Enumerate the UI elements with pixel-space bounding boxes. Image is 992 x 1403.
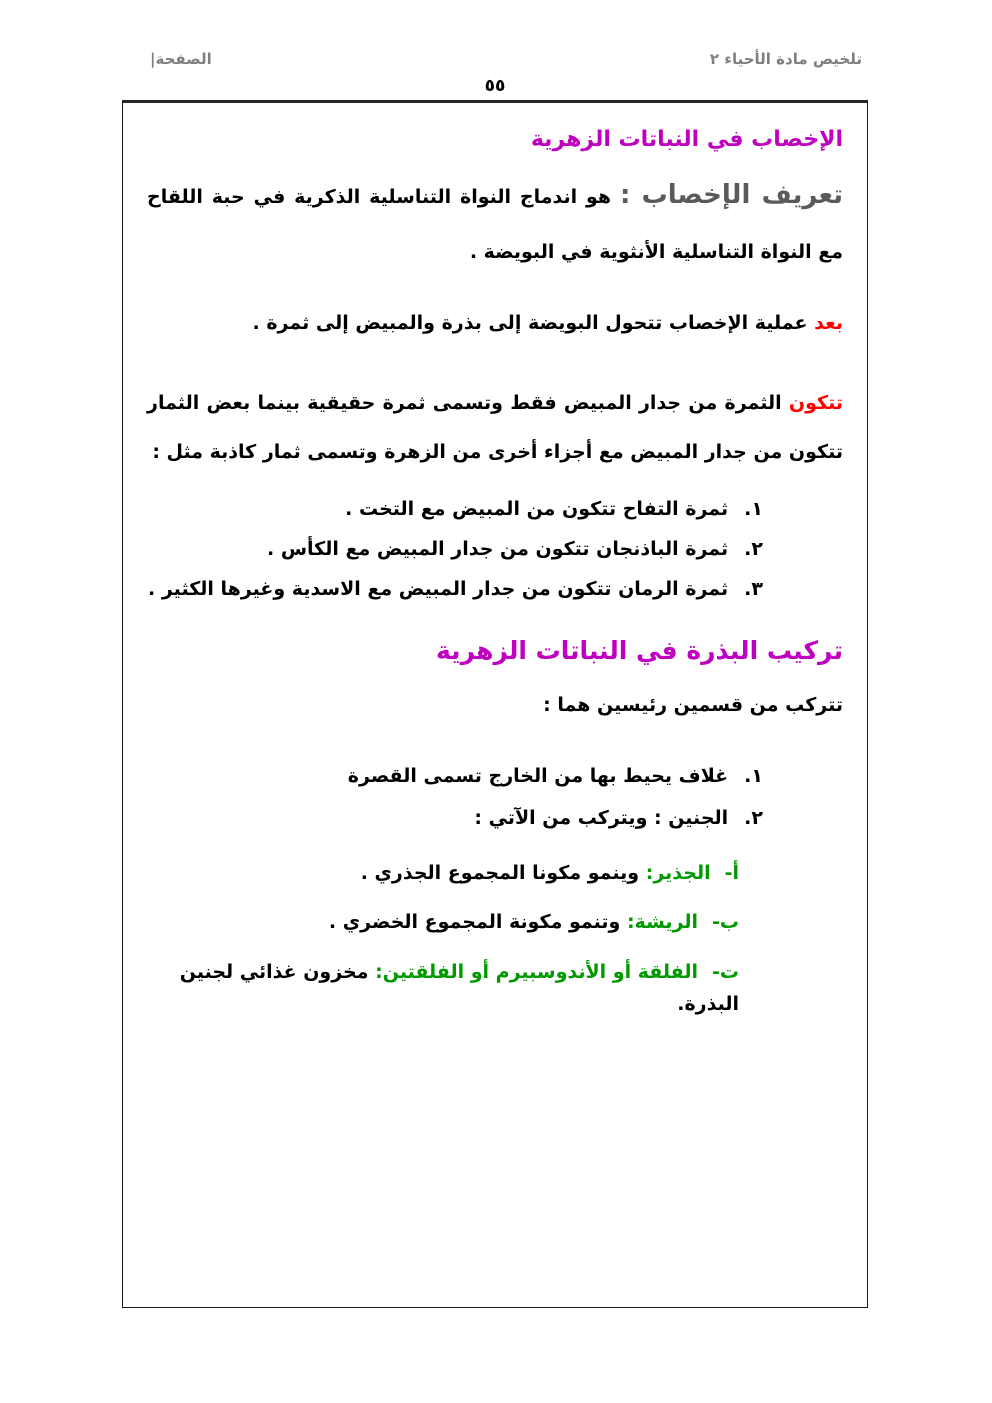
definition-text: هو اندماج النواة التناسلية الذكرية في حبة اللقاح مع النواة التناسلية الأنثوية في البويضة . [147,186,843,264]
fruit-formation-paragraph [147,379,843,476]
list-text: ثمرة التفاح تتكون من المبيض مع التخت . [345,498,729,521]
list-text: مخزون غذائي لجنين البذرة. [179,960,739,1015]
list-text: وينمو مكونا المجموع الجذري . [360,862,640,885]
list-item [147,797,843,840]
list-term: الفلقة أو الأندوسبيرم أو الفلقتين: [375,960,699,983]
content-box [122,100,868,1308]
list-term: الجذير: [645,862,711,885]
list-text: وتنمو مكونة المجموع الخضري . [328,911,621,934]
list-text: ثمرة الرمان تتكون من جدار المبيض مع الاسدية وغيرها الكثير . [148,577,729,600]
form-text: الثمرة من جدار المبيض فقط وتسمى ثمرة حقيقية بينما بعض الثمار تتكون من جدار المبيض مع أجزاء أخرى من الزهرة وتسمى ثمار كاذبة مثل : [147,392,843,463]
section-title-fertilization: الإخصاب في النباتات الزهرية [530,127,843,152]
list-item [147,857,843,889]
definition-term: تعريف الإخصاب : [619,180,843,210]
seed-parts-list [147,755,843,841]
list-number: ٢. [744,807,763,830]
list-item [147,570,843,610]
list-text: غلاف يحيط بها من الخارج تسمى القصرة [347,764,729,787]
after-lead-word: بعد [814,311,843,334]
list-item [147,906,843,938]
list-number: ١. [744,764,763,787]
list-item [147,755,843,798]
header-page-label: الصفحة| [150,50,212,68]
header-title: تلخيص مادة الأحياء ٢ [709,50,862,68]
list-item [147,530,843,570]
list-letter: ت- [712,960,739,983]
list-item [147,490,843,530]
after-text: عملية الإخصاب تتحول البويضة إلى بذرة والمبيض إلى ثمرة . [252,311,808,334]
section-title-seed-structure: تركيب البذرة في النباتات الزهرية [436,635,843,665]
page-number: ٥٥ [484,76,506,96]
form-lead-word: تتكون [788,392,843,415]
list-letter: أ- [724,862,739,885]
after-fertilization-paragraph [147,299,843,347]
seed-intro: تتركب من قسمين رئيسين هما : [543,693,843,716]
list-text: ثمرة الباذنجان تتكون من جدار المبيض مع الكأس . [267,537,729,560]
definition-paragraph [147,162,843,277]
list-item [147,956,843,1021]
list-letter: ب- [712,911,739,934]
list-number: ٣. [744,577,763,600]
list-number: ٢. [744,537,763,560]
list-number: ١. [744,498,763,521]
list-term: الريشة: [626,911,699,934]
embryo-parts-list [147,857,843,1020]
false-fruits-list [147,490,843,610]
list-text: الجنين : ويتركب من الآتي : [474,807,729,830]
